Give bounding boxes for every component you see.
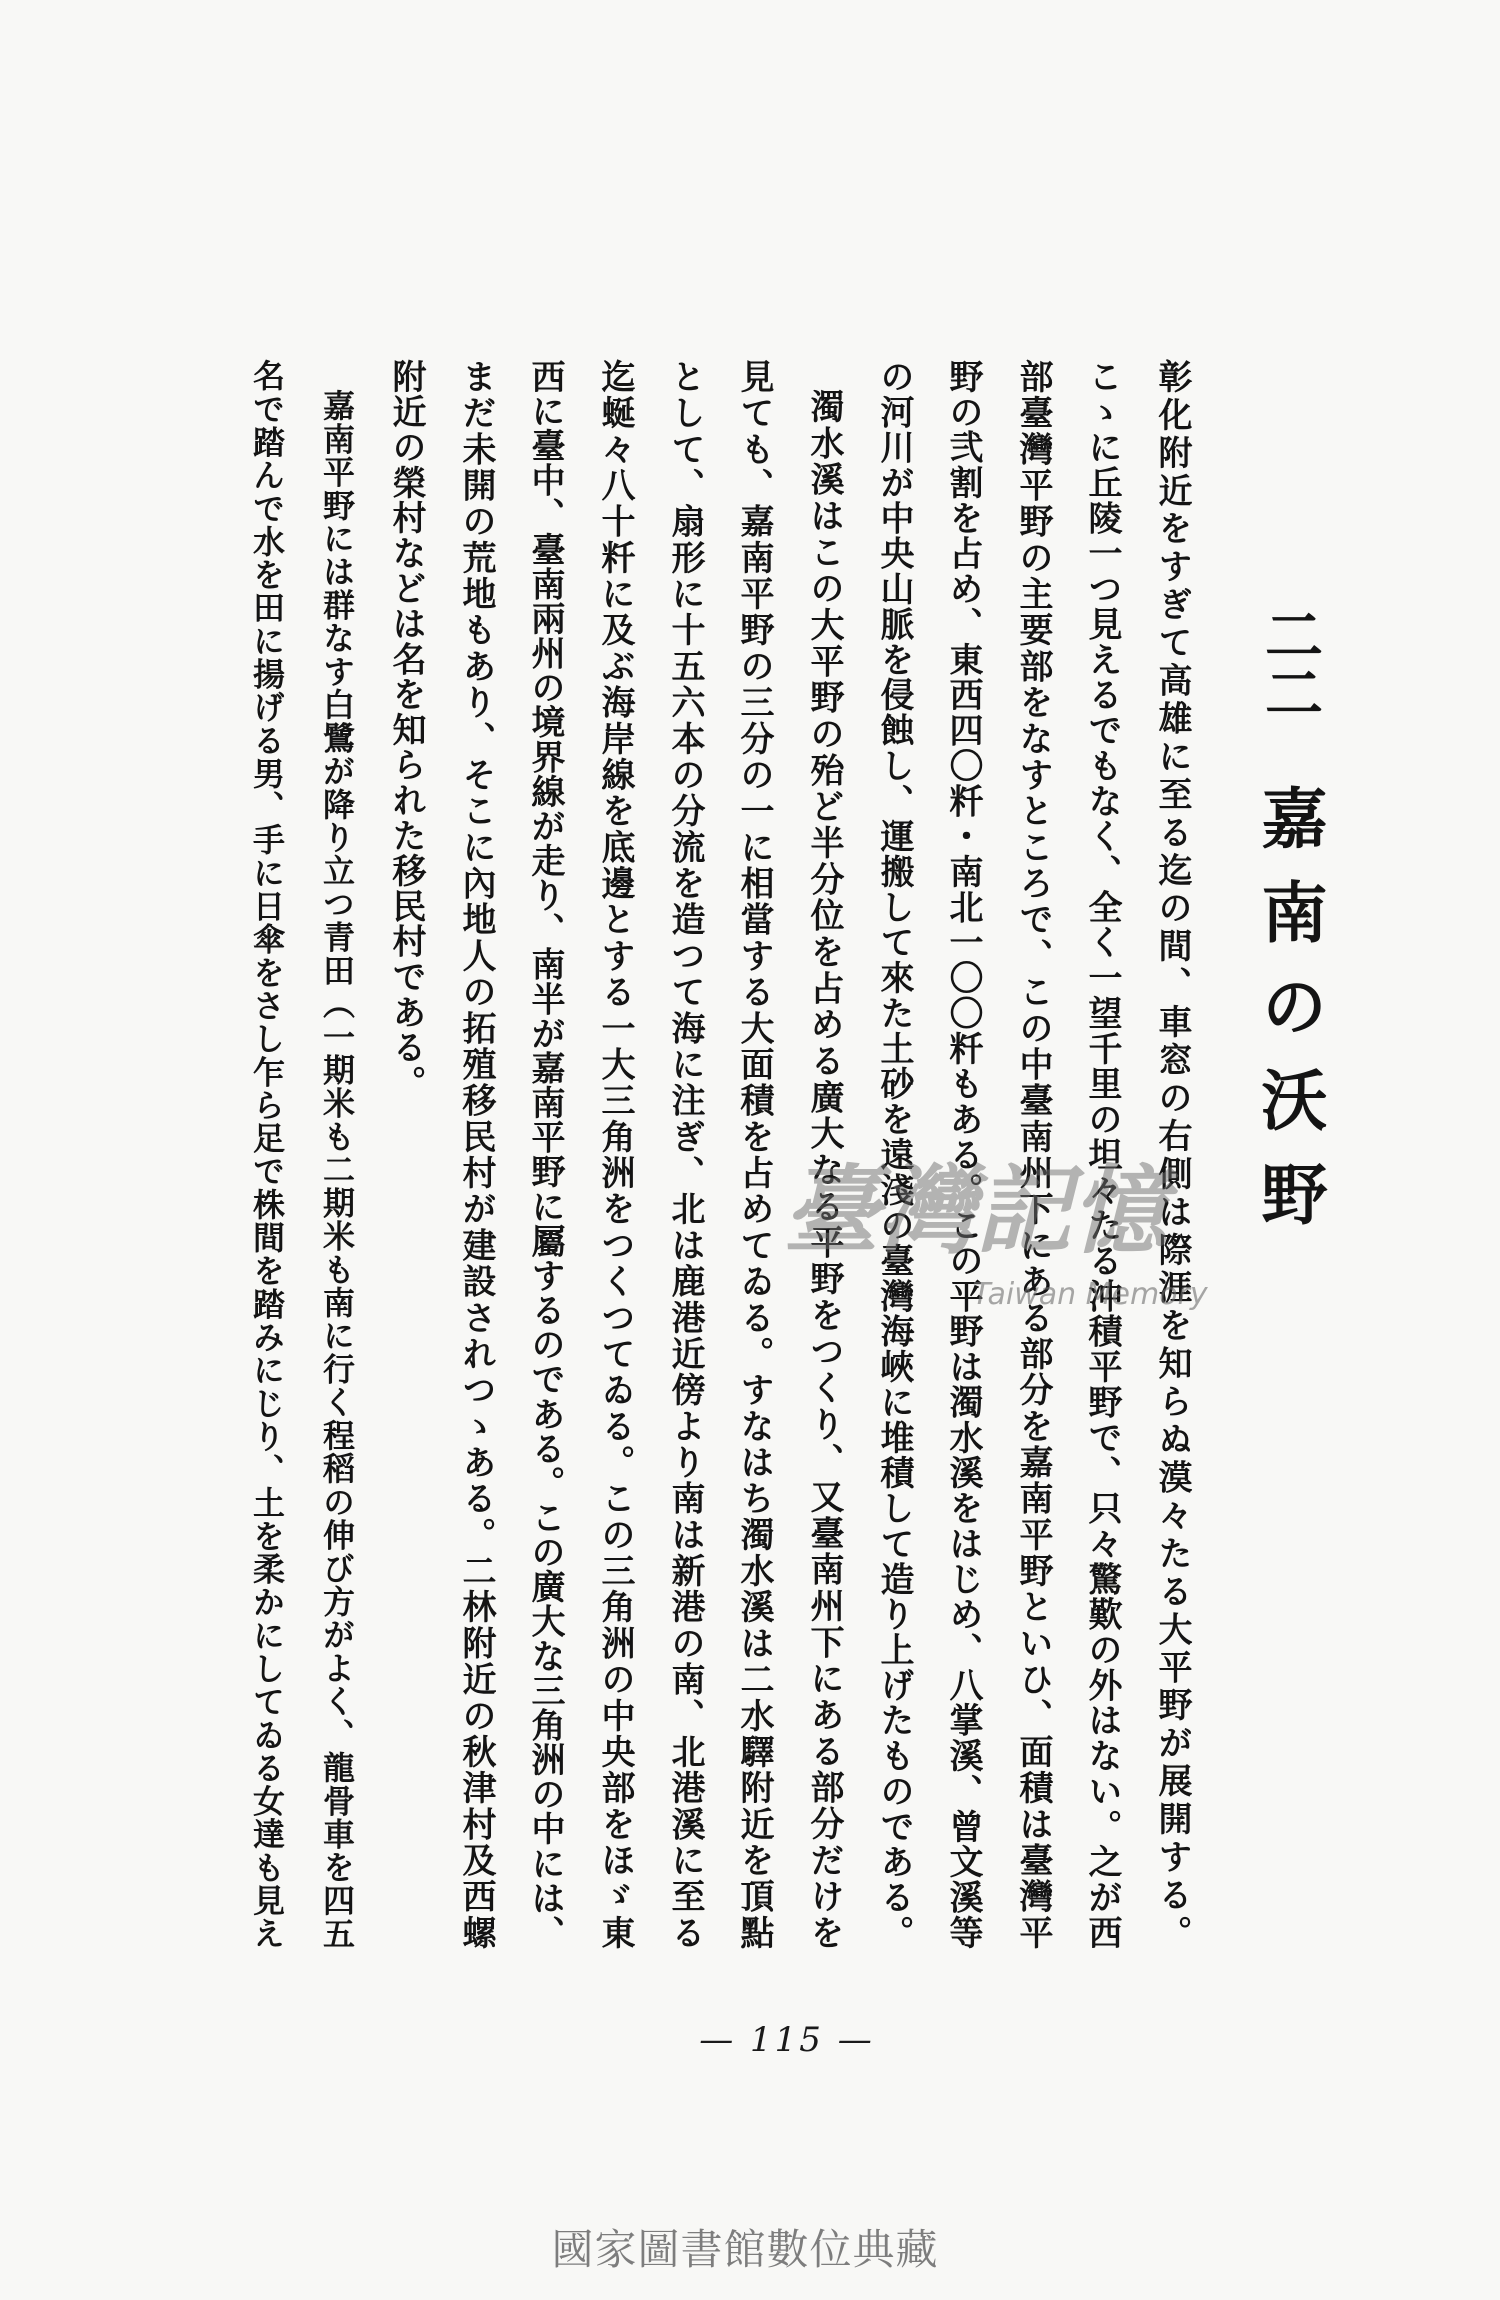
watermark-logo: 臺灣記憶 — [783, 1154, 1167, 1267]
chapter-number: 二二 — [1255, 605, 1323, 721]
footer-collection-label: 國家圖書館數位典藏 — [551, 2225, 939, 2274]
text-column: まだ未開の荒地もあり、そこに內地人の拓殖移民村が建設されつゝある。二林附近の秋津村及西螺 — [456, 359, 496, 1949]
text-column: こゝに丘陵一つ見えるでもなく、全く一望千里の坦々たる沖積平野で、只々驚歎の外はない。之が西 — [1082, 359, 1122, 1950]
text-column: 見ても、嘉南平野の三分の一に相當する大面積を占めてゐる。すなはち濁水溪は二水驛附近を頂點 — [734, 359, 774, 1949]
text-column: 名で踏んで水を田に揚げる男、手に日傘をさし乍ら足で株間を踏みにじり、土を柔かにしてゐる女達も見え — [248, 359, 286, 1949]
page-number: — 115 — — [699, 2020, 875, 2060]
text-column: 西に臺中、臺南兩州の境界線が走り、南半が嘉南平野に屬するのである。この廣大な三角洲の中には、 — [525, 359, 565, 1949]
text-column: 部臺灣平野の主要部をなすところで、この中臺南州下にある部分を嘉南平野といひ、面積は臺灣平 — [1013, 359, 1053, 1949]
text-column: として、扇形に十五六本の分流を造つて海に注ぎ、北は鹿港近傍より南は新港の南、北港溪に至る — [665, 359, 705, 1949]
text-column-paragraph-start: 濁水溪はこの大平野の殆ど半分位を占める廣大なる平野をつくり、又臺南州下にある部分だけを — [804, 389, 844, 1949]
text-column: 野の弐割を占め、東西四〇粁・南北一〇〇粁もある。この平野は濁水溪をはじめ、八掌溪、曾文溪等 — [943, 359, 983, 1949]
text-column: の河川が中央山脈を侵蝕し、運搬して來た土砂を遠淺の臺灣海峽に堆積して造り上げたものである。 — [874, 359, 914, 1950]
chapter-title: 嘉南の沃野 — [1250, 784, 1328, 1254]
text-column: 迄蜒々八十粁に及ぶ海岸線を底邊とする一大三角洲をつくつてゐる。この三角洲の中央部をほゞ東 — [595, 359, 635, 1949]
text-column-paragraph-end: 附近の榮村などは名を知られた移民村である。 — [386, 359, 426, 1101]
watermark-subtext: Taiwan Memory — [972, 1277, 1208, 1312]
text-column: 彰化附近をすぎて高雄に至る迄の間、車窓の右側は際涯を知らぬ漠々たる大平野が展開する。 — [1152, 359, 1192, 1950]
text-column-paragraph-start: 嘉南平野には群なす白鷺が降り立つ青田（一期米も二期米も南に行く程稻の伸び方がよく、龍骨車を四五 — [318, 389, 356, 1950]
